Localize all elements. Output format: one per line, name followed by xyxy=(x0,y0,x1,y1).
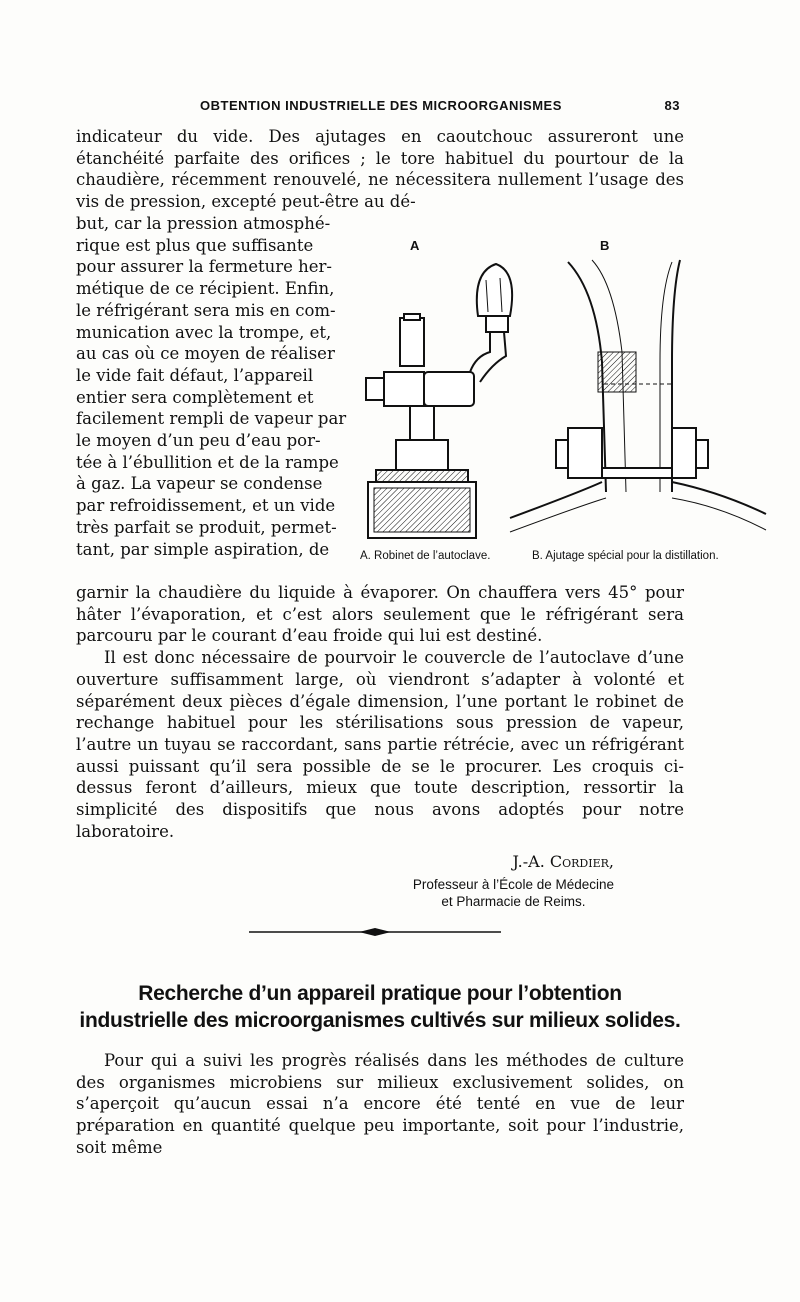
wrapped-line: métique de ce récipient. Enfin, xyxy=(76,279,335,299)
page-number: 83 xyxy=(664,98,680,113)
paragraph-block-2 xyxy=(76,582,684,842)
wrapped-line: le réfrigérant sera mis en com- xyxy=(76,300,336,320)
figure-label-b: B xyxy=(600,238,610,253)
ornamental-separator xyxy=(249,927,501,937)
wrapped-line: entier sera complètement et xyxy=(76,387,314,407)
wrapped-line: tée à l’ébullition et de la rampe xyxy=(76,452,339,472)
paragraph-intro: indicateur du vide. Des ajutages en caoutchouc assureront une étanchéité parfaite des orifices ; le tore habituel du pourtour de la chaudière, récemment renouvelé, ne nécessitera nullement l’usage des vis de pression, excepté peut-être au dé- xyxy=(76,127,684,212)
wrapped-line: rique est plus que suffisante xyxy=(76,235,314,255)
running-title: OBTENTION INDUSTRIELLE DES MICROORGANISMES xyxy=(200,98,562,113)
paragraph-autoclave: Il est donc nécessaire de pourvoir le couvercle de l’autoclave d’une ouverture suffisamment large, où viendront s’adapter à volonté et séparément deux pièces d’égale dimension, l’une portant le robinet de rechange habituel pour les stérilisations sous pression de vapeur, l’autre un tuyau se raccordant, sans partie rétrécie, avec un réfrigérant aussi puissant qu’il sera possible de se le procurer. Les croquis ci-dessus feront d’ailleurs, mieux que toute description, ressortir la simplicité des dispositifs que nous avons adoptés pour notre laboratoire. xyxy=(76,648,684,841)
section-paragraph-1: Pour qui a suivi les progrès réalisés dans les méthodes de culture des organismes microbiens sur milieux exclusivement solides, on s’aperçoit qu’aucun essai n’a encore été tenté en vue de leur préparation en quantité quelque peu importante, soit pour l’industrie, soit même xyxy=(76,1051,684,1157)
figure-label-a: A xyxy=(410,238,420,253)
figure-caption-b: B. Ajutage spécial pour la distillation. xyxy=(532,550,719,562)
book-page xyxy=(76,0,719,1302)
wrapped-line: le moyen d’un peu d’eau por- xyxy=(76,431,321,451)
wrapped-text-column xyxy=(76,213,354,560)
running-header xyxy=(76,98,684,120)
figure-drawing xyxy=(360,232,772,544)
section-body xyxy=(76,1050,684,1159)
wrapped-line: le vide fait défaut, l’appareil xyxy=(76,365,314,385)
author-signature xyxy=(463,852,615,871)
section-title xyxy=(76,980,684,1034)
wrapped-line: à gaz. La vapeur se condense xyxy=(76,474,323,494)
affiliation-line-2: et Pharmacie de Reims. xyxy=(441,894,586,909)
wrapped-line: au cas où ce moyen de réaliser xyxy=(76,344,335,364)
section-title-line-1: Recherche d’un appareil pratique pour l’obtention xyxy=(138,982,622,1005)
fitting-drawing-b xyxy=(510,260,766,532)
affiliation-line-1: Professeur à l’École de Médecine xyxy=(412,877,614,892)
section-title-line-2: industrielle des microorganismes cultivés sur milieux solides. xyxy=(79,1009,681,1032)
figure-caption-a: A. Robinet de l’autoclave. xyxy=(360,550,491,562)
wrapped-line: pour assurer la fermeture her- xyxy=(76,257,332,277)
author-name: J.-A. Cordier, xyxy=(512,852,614,871)
wrapped-line: tant, par simple aspiration, de xyxy=(76,539,330,559)
wrapped-line: but, car la pression atmosphé- xyxy=(76,214,331,233)
paragraph-continue: garnir la chaudière du liquide à évaporer. On chauffera vers 45° pour hâter l’évaporation, et c’est alors seulement que le réfrigérant sera parcouru par le courant d’eau froide qui lui est destiné. xyxy=(76,583,684,646)
paragraph-intro-block xyxy=(76,126,684,213)
wrapped-line: par refroidissement, et un vide xyxy=(76,496,336,516)
figure-illustration xyxy=(360,232,772,572)
wrapped-line: très parfait se produit, permet- xyxy=(76,517,337,537)
author-affiliation xyxy=(413,876,614,910)
wrapped-line: munication avec la trompe, et, xyxy=(76,322,332,342)
tap-drawing-a xyxy=(366,264,512,538)
wrapped-line: facilement rempli de vapeur par xyxy=(76,409,347,429)
